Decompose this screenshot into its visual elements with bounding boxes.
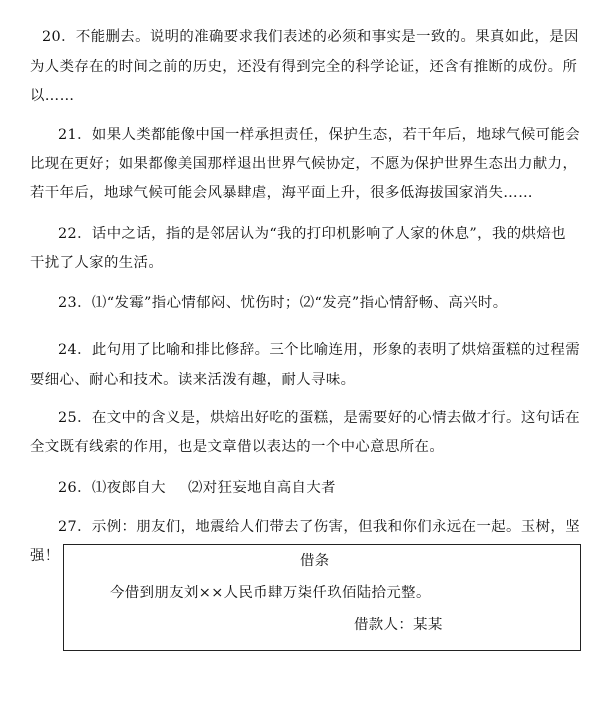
answer-24-line-2: 要细心、耐心和技术。读来活泼有趣，耐人寻味。	[30, 372, 356, 388]
iou-note-signature: 借款人：某某	[354, 617, 443, 633]
answer-25-line-2: 全文既有线索的作用，也是文章借以表达的一个中心意思所在。	[30, 439, 445, 455]
answer-21-line-3: 若干年后，地球气候可能会风暴肆虐，海平面上升，很多低海拔国家消失……	[30, 185, 533, 201]
answer-27-line-1: 27．示例：朋友们，地震给人们带去了伤害，但我和你们永远在一起。玉树，坚	[58, 519, 580, 535]
answer-26-part-2: ⑵对狂妄地自高自大者	[188, 480, 336, 496]
answer-22-line-2: 干扰了人家的生活。	[30, 255, 164, 271]
answer-26-number: 26．	[58, 480, 92, 496]
answer-20-line-1: 20．不能删去。说明的准确要求我们表述的必须和事实是一致的。果真如此，是因	[42, 29, 579, 45]
answer-21-line-1: 21．如果人类都能像中国一样承担责任，保护生态，若干年后，地球气候可能会	[58, 127, 580, 143]
answer-20-line-2: 为人类存在的时间之前的历史，还没有得到完全的科学论证，还含有推断的成份。所	[30, 59, 578, 75]
answer-26-part-1: ⑴夜郎自大	[91, 480, 166, 496]
answer-23-line-1: 23．⑴“发霉”指心情郁闷、忧伤时；⑵“发亮”指心情舒畅、高兴时。	[58, 295, 508, 311]
iou-note-title: 借条	[300, 553, 330, 569]
iou-note-body: 今借到朋友刘××人民币肆万柒仟玖佰陆拾元整。	[110, 585, 431, 601]
answer-25-line-1: 25．在文中的含义是，烘焙出好吃的蛋糕，是需要好的心情去做才行。这句话在	[58, 410, 580, 426]
answer-21-line-2: 比现在更好；如果都像美国那样退出世界气候协定，不愿为保护世界生态出力献力，	[30, 156, 578, 172]
answer-26-line-1	[58, 478, 166, 498]
answer-24-line-1: 24．此句用了比喻和排比修辞。三个比喻连用，形象的表明了烘焙蛋糕的过程需	[58, 342, 580, 358]
answer-20-line-3: 以……	[30, 88, 75, 104]
answer-27-line-2: 强！	[30, 548, 60, 564]
iou-note-box	[63, 544, 581, 651]
answer-22-line-1: 22．话中之话，指的是邻居认为“我的打印机影响了人家的休息”，我的烘焙也	[58, 226, 566, 242]
